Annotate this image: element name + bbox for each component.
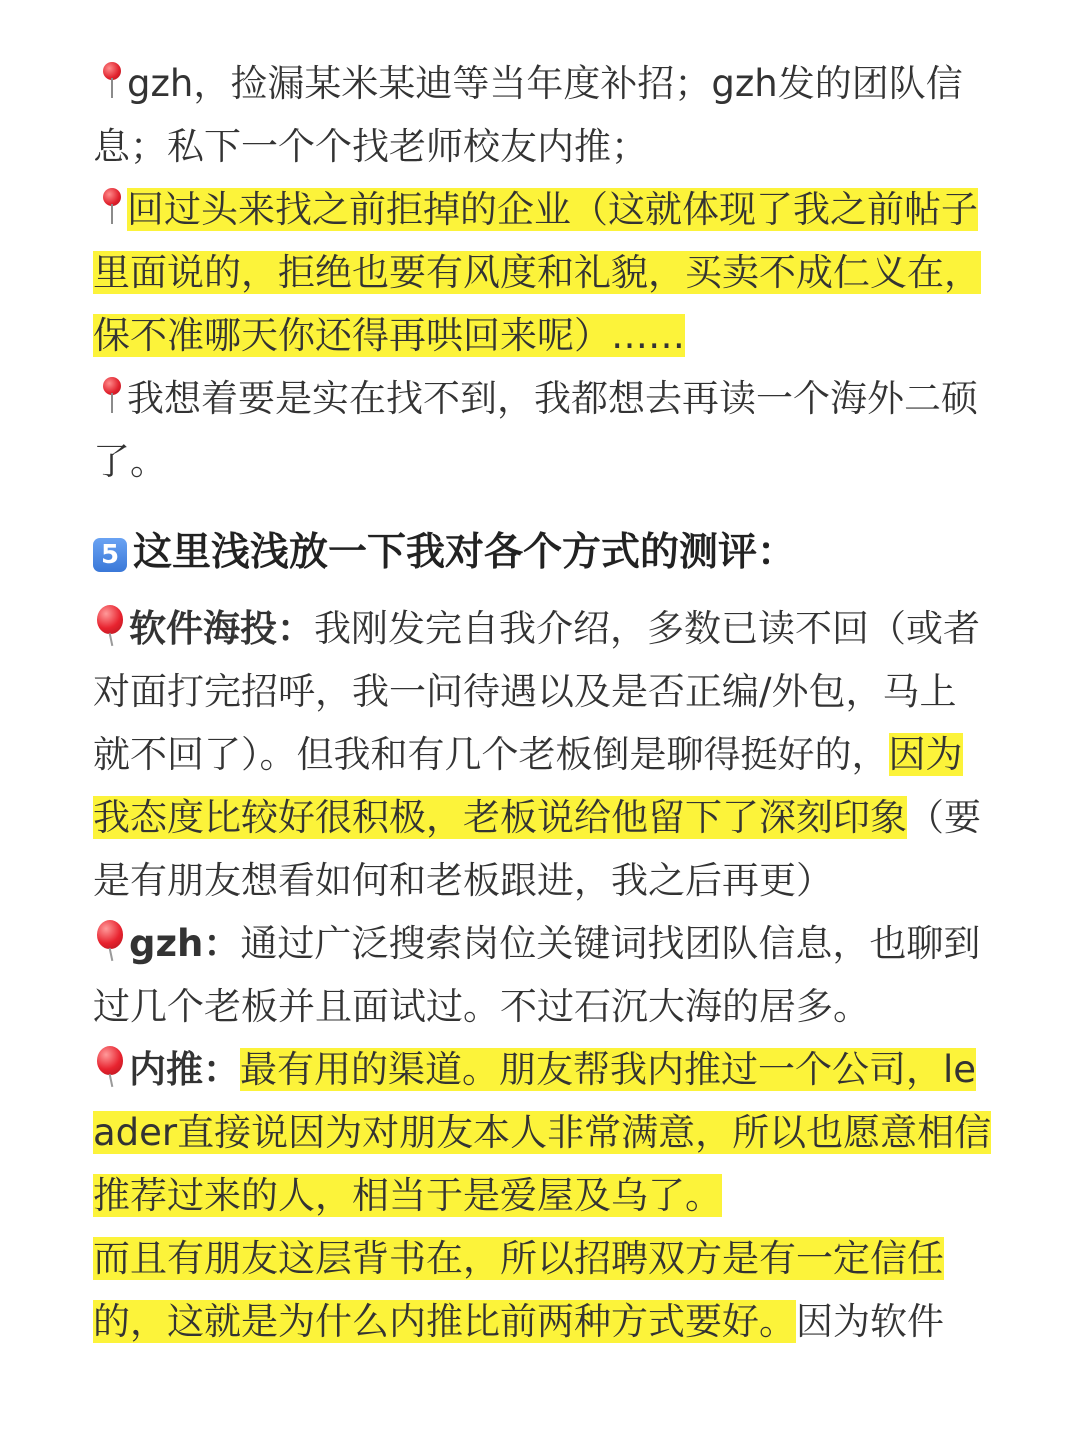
balloon-icon xyxy=(93,1046,129,1088)
paragraph-text: 我想着要是实在找不到，我都想去再读一个海外二硕了。 xyxy=(93,377,978,483)
keycap-5-icon: 5 xyxy=(93,538,127,572)
highlighted-text: 而且有朋友这层背书在，所以招聘双方是有一定信任的，这就是为什么内推比前两种方式要好。 xyxy=(93,1237,944,1343)
review-software xyxy=(93,597,993,912)
paragraph-text: 因为软件 xyxy=(796,1300,944,1343)
review-label: 软件海投： xyxy=(129,607,314,650)
paragraph-referral-trust xyxy=(93,1227,993,1353)
review-text: 通过广泛搜索岗位关键词找团队信息，也聊到过几个老板并且面试过。不过石沉大海的居多。 xyxy=(93,922,981,1028)
block-reviews xyxy=(93,597,993,1353)
review-referral xyxy=(93,1038,993,1227)
review-gzh xyxy=(93,912,993,1038)
section-heading-text: 这里浅浅放一下我对各个方式的测评： xyxy=(133,530,797,575)
balloon-icon xyxy=(93,605,129,647)
paragraph-text: gzh，捡漏某米某迪等当年度补招；gzh发的团队信息；私下一个个找老师校友内推； xyxy=(93,62,963,168)
review-text: 我刚发完自我介绍，多数已读不回（或者对面打完招呼，我一问待遇以及是否正编/外包，马上就不回了）。但我和有几个老板倒是聊得挺好的， xyxy=(93,607,980,776)
highlighted-text: 最有用的渠道。朋友帮我内推过一个公司，leader直接说因为对朋友本人非常满意，所以也愿意相信推荐过来的人，相当于是爱屋及乌了。 xyxy=(93,1048,992,1217)
block-channels xyxy=(93,52,993,493)
balloon-icon xyxy=(93,920,129,962)
pushpin-icon xyxy=(93,186,127,226)
pushpin-icon xyxy=(93,375,127,415)
highlighted-text: 因为我态度比较好很积极，老板说给他留下了深刻印象 xyxy=(93,733,963,839)
paragraph-overseas-master xyxy=(93,367,993,493)
pushpin-icon xyxy=(93,60,127,100)
section-heading xyxy=(93,521,993,584)
paragraph-gzh-channels xyxy=(93,52,993,178)
review-text: （要是有朋友想看如何和老板跟进，我之后再更） xyxy=(93,796,981,902)
review-label: gzh： xyxy=(129,922,241,965)
paragraph-rejected-companies xyxy=(93,178,993,367)
review-label: 内推： xyxy=(129,1048,240,1091)
highlighted-text: 回过头来找之前拒掉的企业（这就体现了我之前帖子里面说的，拒绝也要有风度和礼貌，买卖不成仁义在，保不准哪天你还得再哄回来呢）…… xyxy=(93,188,981,357)
